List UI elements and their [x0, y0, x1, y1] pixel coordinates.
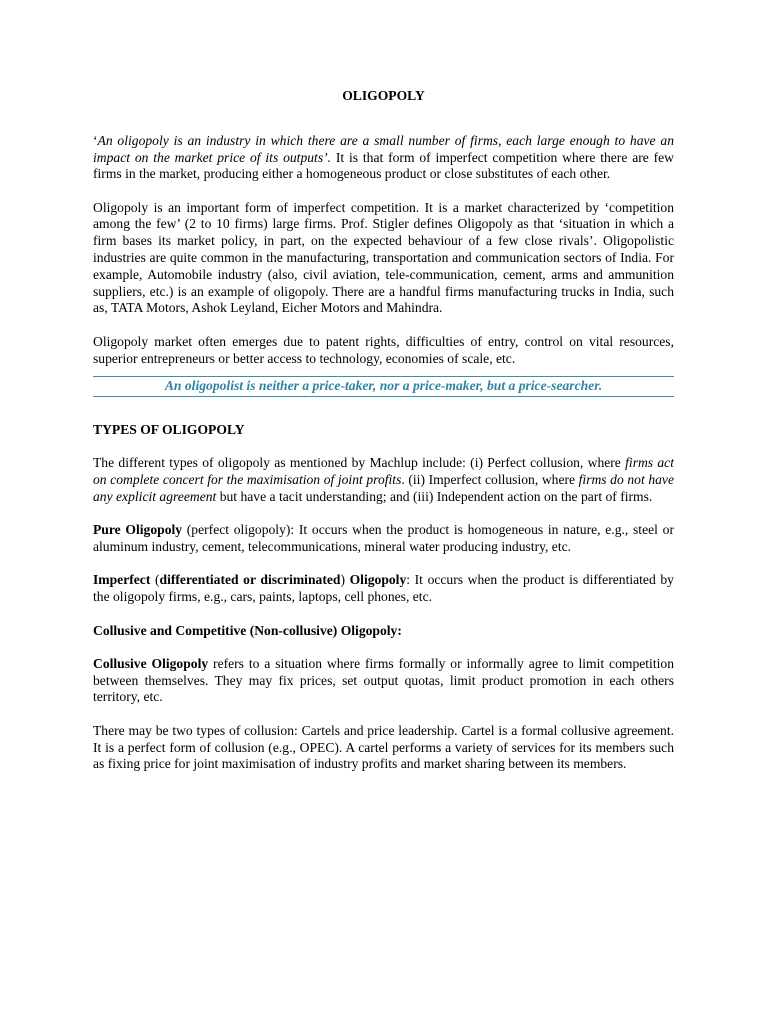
- imperfect-paren-close: ): [340, 572, 350, 588]
- definition-text: An oligopoly is an industry in which there are a small number of firms, each large enough to have an impact on the market price of its outputs: [93, 132, 674, 165]
- document-body: [93, 88, 674, 790]
- differentiated-term: differentiated or discriminated: [159, 572, 341, 588]
- imperfect-oligopoly-text: : It occurs when the product is differentiated by the oligopoly firms, e.g., cars, paints, laptops, cell phones, etc.: [93, 572, 674, 605]
- imperfect-paren-open: (: [150, 572, 160, 588]
- types-heading: TYPES OF OLIGOPOLY: [93, 422, 245, 438]
- callout-box: An oligopolist is neither a price-taker, nor a price-maker, but a price-searcher.: [93, 376, 674, 397]
- paragraph-machlup: [93, 455, 674, 505]
- collusive-oligopoly-text: refers to a situation where firms formally or informally agree to limit competition between themselves. They may fix prices, set output quotas, limit product promotion in each others territory, etc.: [93, 655, 674, 705]
- paragraph-cartels: There may be two types of collusion: Cartels and price leadership. Cartel is a formal collusive agreement. It is a perfect form of collusion (e.g., OPEC). A cartel performs a variety of services for its members such as fixing price for joint maximisation of industry profits and market sharing between its members.: [93, 722, 674, 772]
- machlup-em-b: firms do not have any explicit agreement: [93, 472, 674, 505]
- paragraph-imperfect-oligopoly: [93, 572, 674, 606]
- close-quote: ’.: [323, 149, 332, 165]
- machlup-text-b: . (ii) Imperfect collusion, where: [401, 472, 579, 488]
- pure-oligopoly-text: (perfect oligopoly): It occurs when the product is homogeneous in nature, e.g., steel or aluminum industry, cement, telecommunications, mineral water producing industry, etc.: [93, 522, 674, 555]
- oligopoly-term: Oligopoly: [349, 572, 407, 588]
- imperfect-term: Imperfect: [93, 572, 151, 588]
- machlup-em-a: firms act on complete concert for the maximisation of joint profits: [93, 455, 674, 488]
- machlup-text-a: The different types of oligopoly as mentioned by Machlup include: (i) Perfect collusion, where: [93, 455, 626, 471]
- machlup-text-c: but have a tacit understanding; and (iii) Independent action on the part of firms.: [216, 489, 653, 505]
- paragraph-collusive-oligopoly: [93, 656, 674, 706]
- definition-rest: It is that form of imperfect competition where there are few firms in the market, producing either a homogeneous product or close substitutes of each other.: [93, 149, 674, 182]
- open-quote: ‘: [93, 132, 98, 148]
- paragraph-emergence: Oligopoly market often emerges due to patent rights, difficulties of entry, control on vital resources, superior entrepreneurs or better access to technology, economies of scale, etc.: [93, 333, 674, 366]
- collusive-oligopoly-term: Collusive Oligopoly: [93, 655, 209, 671]
- pure-oligopoly-term: Pure Oligopoly: [93, 522, 183, 538]
- paragraph-overview: Oligopoly is an important form of imperfect competition. It is a market characterized by ‘competition among the few’ (2 to 10 firms) large firms. Prof. Stigler defines Oligopoly as that ‘situation in which a firm bases its market policy, in part, on the expected behaviour of a few close rivals’. Oligopolistic industries are quite common in the manufacturing, transportation and communication sectors of India. For example, Automobile industry (also, civil aviation, tele-communication, cement, arms and ammunition suppliers, etc.) is an example of oligopoly. There are a handful firms manufacturing trucks in India, such as, TATA Motors, Ashok Leyland, Eicher Motors and Mahindra.: [93, 199, 674, 316]
- paragraph-pure-oligopoly: [93, 522, 674, 556]
- collusive-heading: Collusive and Competitive (Non-collusive) Oligopoly:: [93, 622, 402, 638]
- paragraph-definition: [93, 133, 674, 183]
- page-title: OLIGOPOLY: [342, 88, 425, 103]
